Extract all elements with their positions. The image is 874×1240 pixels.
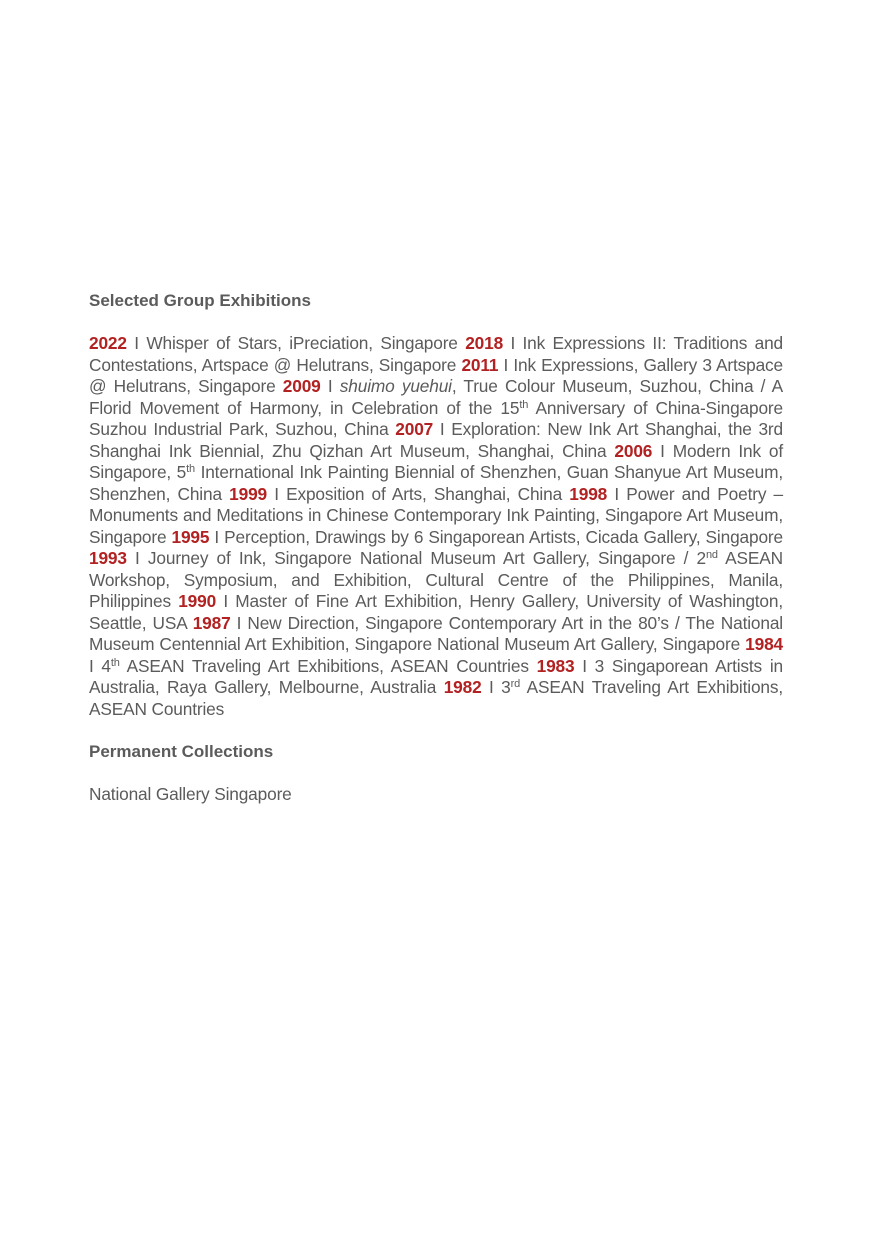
exhibition-text: I Whisper of Stars, iPreciation, Singapore bbox=[126, 333, 466, 353]
ordinal-suffix: rd bbox=[510, 678, 521, 690]
exhibition-year: 1990 bbox=[178, 591, 217, 611]
exhibition-year: 2007 bbox=[395, 419, 434, 439]
exhibition-year: 1982 bbox=[443, 677, 482, 697]
exhibition-year: 1995 bbox=[171, 526, 210, 547]
exhibition-year: 1999 bbox=[229, 483, 267, 504]
exhibition-text: I Perception, Drawings by 6 Singaporean Artists, Cicada Gallery, Singapore bbox=[209, 526, 783, 547]
exhibition-text: , True Colour Museum, Suzhou, China / A Florid Movement of Harmony, in Celebration of the 15 bbox=[89, 376, 783, 418]
exhibition-text: I 3 Singaporean Artists in Australia, Raya Gallery, Melbourne, Australia bbox=[89, 655, 783, 697]
exhibition-year: 1987 bbox=[192, 612, 231, 633]
group-exhibitions-paragraph bbox=[89, 333, 783, 720]
exhibition-year: 1983 bbox=[536, 655, 575, 676]
ordinal-suffix: th bbox=[110, 656, 120, 669]
exhibition-text: ASEAN Traveling Art Exhibitions, ASEAN Countries bbox=[89, 677, 784, 719]
exhibition-year: 2018 bbox=[465, 333, 504, 353]
exhibition-year: 2011 bbox=[461, 354, 499, 375]
exhibition-text: I Ink Expressions, Gallery 3 Artspace @ Helutrans, Singapore bbox=[89, 354, 784, 396]
section-heading-permanent-collections: Permanent Collections bbox=[89, 742, 274, 761]
exhibition-text: I New Direction, Singapore Contemporary Art in the 80’s / The National Museum Centennial Art Exhibition, Singapore National Museum Art Gallery, Singapore bbox=[89, 612, 783, 654]
ordinal-suffix: nd bbox=[705, 549, 718, 561]
document-page bbox=[89, 290, 783, 806]
exhibition-text: I Exposition of Arts, Shanghai, China bbox=[267, 483, 570, 504]
exhibition-text: Anniversary of China-Singapore Suzhou Industrial Park, Suzhou, China bbox=[89, 397, 783, 439]
exhibition-year: 2022 bbox=[89, 333, 127, 353]
exhibition-text: I Ink Expressions II: Traditions and Contestations, Artspace @ Helutrans, Singapore bbox=[89, 333, 783, 375]
exhibition-text: International Ink Painting Biennial of Shenzhen, Guan Shanyue Art Museum, Shenzhen, China bbox=[89, 462, 783, 504]
collection-item: National Gallery Singapore bbox=[89, 784, 292, 804]
ordinal-suffix: th bbox=[519, 398, 529, 411]
ordinal-suffix: th bbox=[186, 463, 195, 475]
exhibition-text: I 4 bbox=[89, 655, 111, 676]
exhibition-year: 1998 bbox=[569, 483, 608, 504]
exhibition-text: I Exploration: New Ink Art Shanghai, the 3rd Shanghai Ink Biennial, Zhu Qizhan Art Museum, Shanghai, China bbox=[89, 419, 783, 461]
exhibition-text: I 3 bbox=[481, 677, 511, 697]
exhibition-text: I Power and Poetry – Monuments and Meditations in Chinese Contemporary Ink Painting, Singapore Art Museum, Singapore bbox=[89, 483, 784, 547]
exhibition-year: 2006 bbox=[614, 440, 653, 461]
exhibition-title-italic: shuimo yuehui bbox=[339, 376, 452, 396]
exhibition-text: I Master of Fine Art Exhibition, Henry Gallery, University of Washington, Seattle, USA bbox=[89, 591, 783, 633]
exhibition-text: I Journey of Ink, Singapore National Museum Art Gallery, Singapore / 2 bbox=[126, 548, 706, 568]
exhibition-text: I Modern Ink of Singapore, 5 bbox=[89, 440, 783, 482]
exhibition-text: ASEAN Traveling Art Exhibitions, ASEAN Countries bbox=[119, 655, 537, 676]
exhibition-year: 1993 bbox=[89, 548, 127, 568]
section-heading-group-exhibitions: Selected Group Exhibitions bbox=[89, 291, 311, 310]
exhibition-year: 2009 bbox=[282, 376, 321, 396]
exhibition-text: ASEAN Workshop, Symposium, and Exhibition, Cultural Centre of the Philippines, Manila, Philippines bbox=[89, 548, 783, 611]
exhibition-text: I bbox=[320, 376, 340, 396]
exhibition-year: 1984 bbox=[745, 634, 783, 654]
